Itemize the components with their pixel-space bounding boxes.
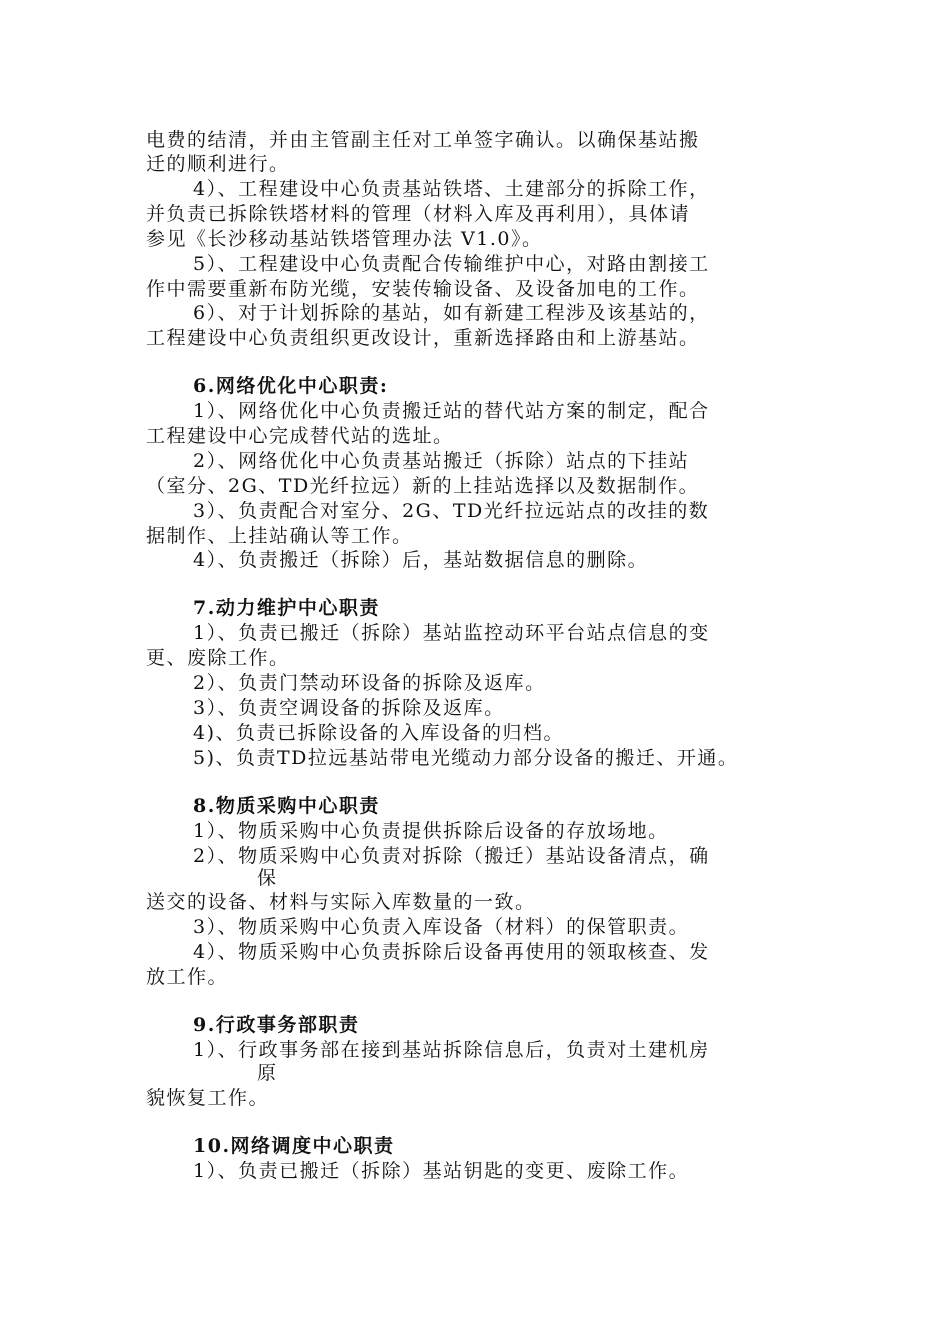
text-line: 2）、网络优化中心负责基站搬迁（拆除）站点的下挂站 bbox=[193, 450, 690, 472]
text-line: 更、废除工作。 bbox=[146, 647, 290, 669]
text-line: 原 bbox=[257, 1062, 278, 1084]
section-heading: 7.动力维护中心职责 bbox=[193, 597, 380, 619]
text-line: 6）、对于计划拆除的基站，如有新建工程涉及该基站的， bbox=[193, 302, 710, 324]
text-line: 1）、行政事务部在接到基站拆除信息后，负责对土建机房 bbox=[193, 1039, 710, 1061]
text-line: 3）、物质采购中心负责入库设备（材料）的保管职责。 bbox=[193, 916, 690, 938]
text-line: 参见《长沙移动基站铁塔管理办法 V1.0》。 bbox=[146, 228, 543, 250]
text-line: 工程建设中心负责组织更改设计，重新选择路由和上游基站。 bbox=[146, 327, 700, 349]
text-line: 2）、物质采购中心负责对拆除（搬迁）基站设备清点，确 bbox=[193, 845, 710, 867]
text-line: 4）、物质采购中心负责拆除后设备再使用的领取核查、发 bbox=[193, 941, 710, 963]
text-line: 5）、工程建设中心负责配合传输维护中心，对路由割接工 bbox=[193, 253, 710, 275]
text-line: 3）、负责配合对室分、2G、TD光纤拉远站点的改挂的数 bbox=[193, 500, 710, 522]
text-line: 迁的顺利进行。 bbox=[146, 153, 290, 175]
text-line: 4）、工程建设中心负责基站铁塔、土建部分的拆除工作， bbox=[193, 178, 710, 200]
section-heading: 9.行政事务部职责 bbox=[193, 1014, 360, 1036]
text-line: 工程建设中心完成替代站的选址。 bbox=[146, 425, 454, 447]
text-line: 放工作。 bbox=[146, 966, 229, 988]
text-line: 2）、负责门禁动环设备的拆除及返库。 bbox=[193, 672, 546, 694]
text-line: 5)、负责TD拉远基站带电光缆动力部分设备的搬迁、开通。 bbox=[193, 747, 739, 769]
text-line: 1）、负责已搬迁（拆除）基站钥匙的变更、废除工作。 bbox=[193, 1160, 690, 1182]
text-line: 送交的设备、材料与实际入库数量的一致。 bbox=[146, 891, 536, 913]
section-heading: 10.网络调度中心职责 bbox=[193, 1135, 395, 1157]
text-line: （室分、2G、TD光纤拉远）新的上挂站选择以及数据制作。 bbox=[146, 475, 700, 497]
text-line: 貌恢复工作。 bbox=[146, 1087, 270, 1109]
text-line: 作中需要重新布防光缆，安装传输设备、及设备加电的工作。 bbox=[146, 278, 700, 300]
text-line: 4）、负责搬迁（拆除）后，基站数据信息的删除。 bbox=[193, 549, 649, 571]
text-line: 并负责已拆除铁塔材料的管理（材料入库及再利用），具体请 bbox=[146, 203, 691, 225]
section-heading: 8.物质采购中心职责 bbox=[193, 795, 380, 817]
text-line: 电费的结清，并由主管副主任对工单签字确认。以确保基站搬 bbox=[146, 129, 700, 151]
text-line: 4)、负责已拆除设备的入库设备的归档。 bbox=[193, 722, 565, 744]
text-line: 1）、网络优化中心负责搬迁站的替代站方案的制定，配合 bbox=[193, 400, 710, 422]
text-line: 保 bbox=[257, 867, 278, 889]
text-line: 据制作、上挂站确认等工作。 bbox=[146, 525, 413, 547]
text-line: 1）、物质采购中心负责提供拆除后设备的存放场地。 bbox=[193, 820, 669, 842]
text-line: 1）、负责已搬迁（拆除）基站监控动环平台站点信息的变 bbox=[193, 622, 710, 644]
section-heading: 6.网络优化中心职责: bbox=[193, 375, 389, 397]
text-line: 3）、负责空调设备的拆除及返库。 bbox=[193, 697, 505, 719]
